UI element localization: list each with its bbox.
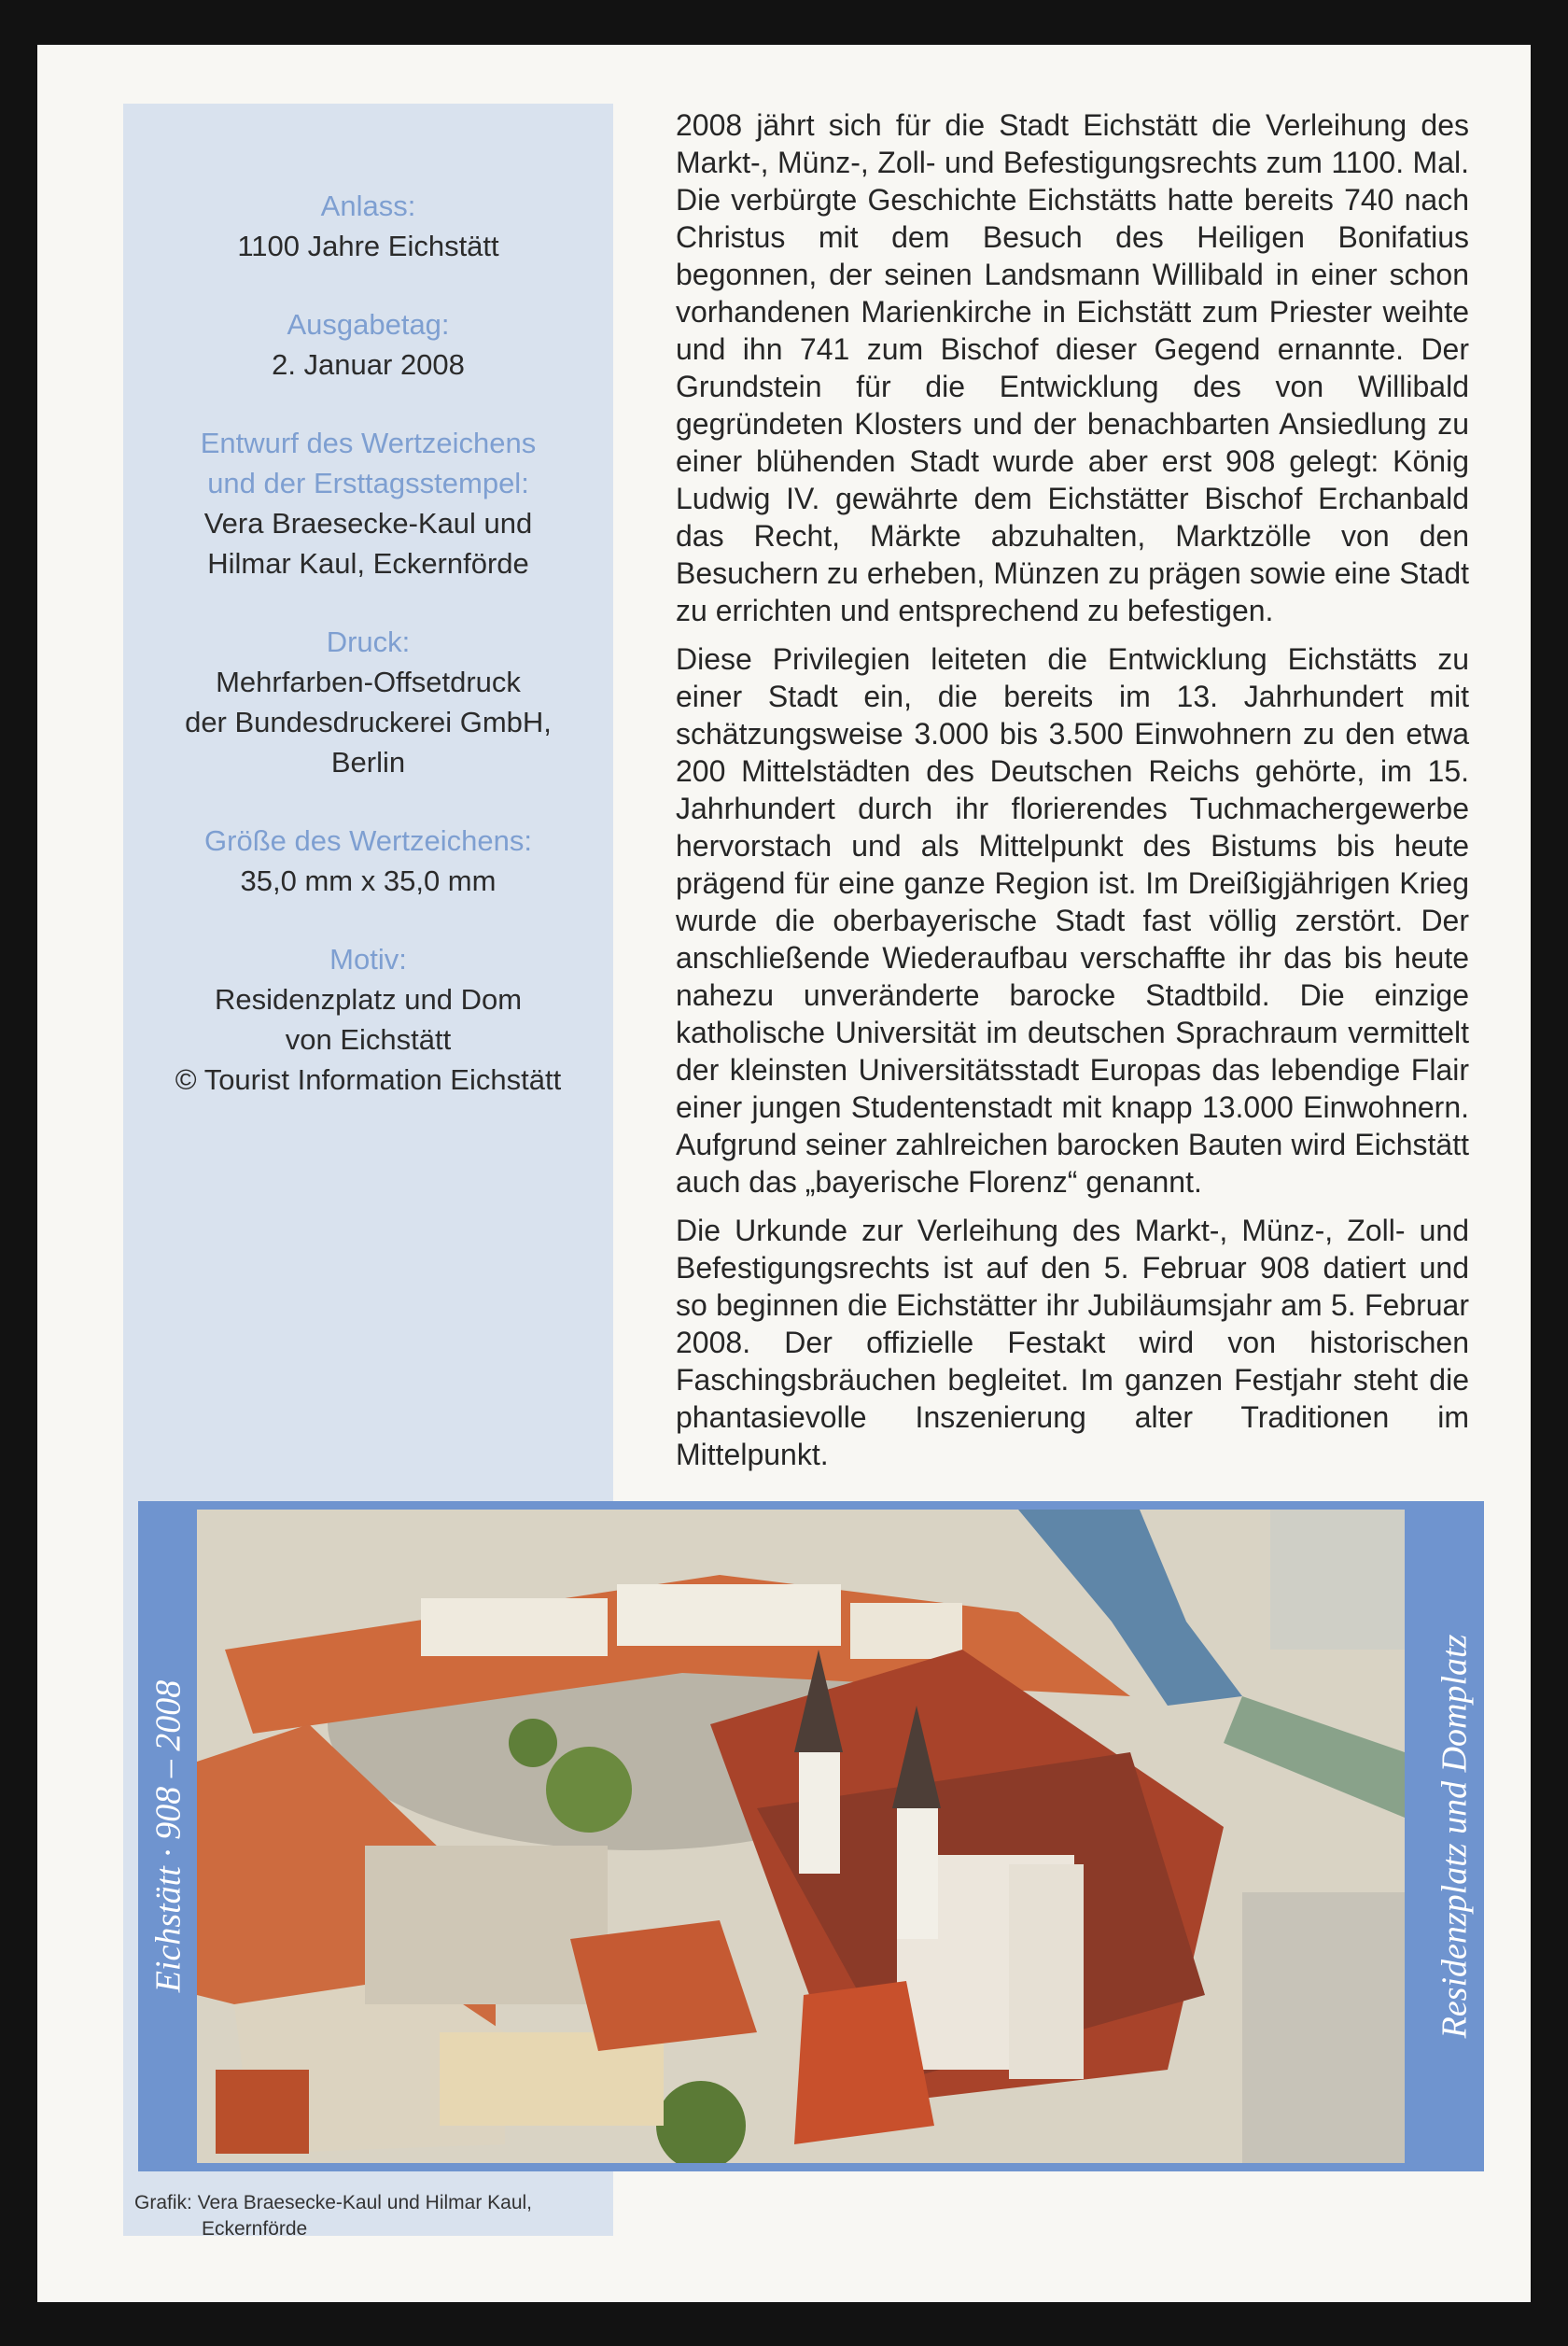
info-label: Motiv: [329, 943, 407, 976]
article-text [676, 106, 1469, 1484]
info-label: und der Ersttagsstempel: [207, 467, 529, 499]
left-vertical-caption [140, 1501, 196, 2171]
aerial-town-illustration [197, 1510, 1405, 2163]
info-design [123, 423, 613, 583]
info-value: Residenzplatz und Dom [214, 983, 523, 1016]
info-value: Mehrfarben-Offsetdruck [216, 666, 521, 698]
info-print [123, 622, 613, 782]
info-value: von Eichstätt [285, 1023, 452, 1056]
info-value: Vera Braesecke-Kaul und [203, 507, 533, 540]
info-label: Druck: [326, 625, 411, 658]
right-caption-text: Residenzplatz und Domplatz [1435, 1634, 1474, 2039]
info-motif [123, 939, 613, 1100]
left-caption-text: Eichstätt · 908 – 2008 [148, 1679, 189, 1993]
info-value: © Tourist Information Eichstätt [175, 1063, 562, 1096]
info-label: Ausgabetag: [287, 308, 450, 341]
info-value: Berlin [330, 746, 406, 779]
right-vertical-caption [1426, 1501, 1482, 2171]
document-page [37, 45, 1531, 2302]
info-size [123, 821, 613, 901]
info-occasion [123, 186, 613, 266]
info-label: Anlass: [320, 190, 416, 222]
credit-line: Eckernförde [202, 2218, 308, 2240]
info-label: Größe des Wertzeichens: [204, 824, 532, 857]
article-paragraph: 2008 jährt sich für die Stadt Eichstätt die Verleihung des Markt-, Münz-, Zoll- und Befestigungsrechts zum 1100. Mal. Die verbürgte Geschichte Eichstätts hatte bereits 740 nach Christus mit dem Besuch des Heiligen Bonifatius begonnen, der seinen Landsmann Willibald in einer schon vorhandenen Marienkirche in Eichstätt zum Priester weihte und ihn 741 zum Bischof dieser Gegend ernannte. Der Grundstein für die Entwicklung des von Willibald gegründeten Klosters und der benachbarten Ansiedlung zu einer blühenden Stadt wurde aber erst 908 gelegt: König Ludwig IV. gewährte dem Eichstätter Bischof Erchanbald das Recht, Märkte abzuhalten, Marktzölle von den Besuchern zu erheben, Münzen zu prägen sowie eine Stadt zu errichten und entsprechend zu befestigen. [676, 108, 1469, 627]
info-value: 2. Januar 2008 [272, 348, 465, 381]
illustration-frame [138, 1501, 1484, 2171]
info-value: 1100 Jahre Eichstätt [237, 230, 499, 262]
info-label: Entwurf des Wertzeichens [200, 427, 537, 459]
credit-line: Grafik: Vera Braesecke-Kaul und Hilmar Kaul, [134, 2192, 533, 2213]
graphic-credit [134, 2190, 532, 2242]
info-issue-date [123, 304, 613, 385]
info-value: 35,0 mm x 35,0 mm [240, 864, 497, 897]
info-value: der Bundesdruckerei GmbH, [185, 706, 552, 738]
info-value: Hilmar Kaul, Eckernförde [207, 547, 529, 580]
stamp-info-list [123, 186, 613, 1138]
article-paragraph: Diese Privilegien leiteten die Entwicklung Eichstätts zu einer Stadt ein, die bereits im 13. Jahrhundert mit schätzungsweise 3.000 bis 3.500 Einwohnern zu den etwa 200 Mittelstädten des Deutschen Reichs gehörte, im 15. Jahrhundert durch ihr florierendes Tuchmachergewerbe hervorstach und als Mittelpunkt des Bistums bis heute prägend für eine ganze Region ist. Im Dreißigjährigen Krieg wurde die oberbayerische Stadt fast völlig zerstört. Der anschließende Wiederaufbau verschaffte ihr das bis heute nahezu unveränderte barocke Stadtbild. Die einzige katholische Universität im deutschen Sprachraum vermittelt der kleinsten Universitätsstadt Europas das lebendige Flair einer jungen Studentenstadt mit knapp 13.000 Einwohnern. Aufgrund seiner zahlreichen barocken Bauten wird Eichstätt auch das „bayerische Florenz“ genannt. [676, 642, 1469, 1199]
article-paragraph: Die Urkunde zur Verleihung des Markt-, Münz-, Zoll- und Befestigungsrechts ist auf den 5. Februar 908 datiert und so beginnen die Eichstätter ihr Jubiläumsjahr am 5. Februar 2008. Der offizielle Festakt wird von historischen Faschingsbräuchen begleitet. Im ganzen Festjahr steht die phantasievolle Inszenierung alter Traditionen im Mittelpunkt. [676, 1214, 1469, 1471]
